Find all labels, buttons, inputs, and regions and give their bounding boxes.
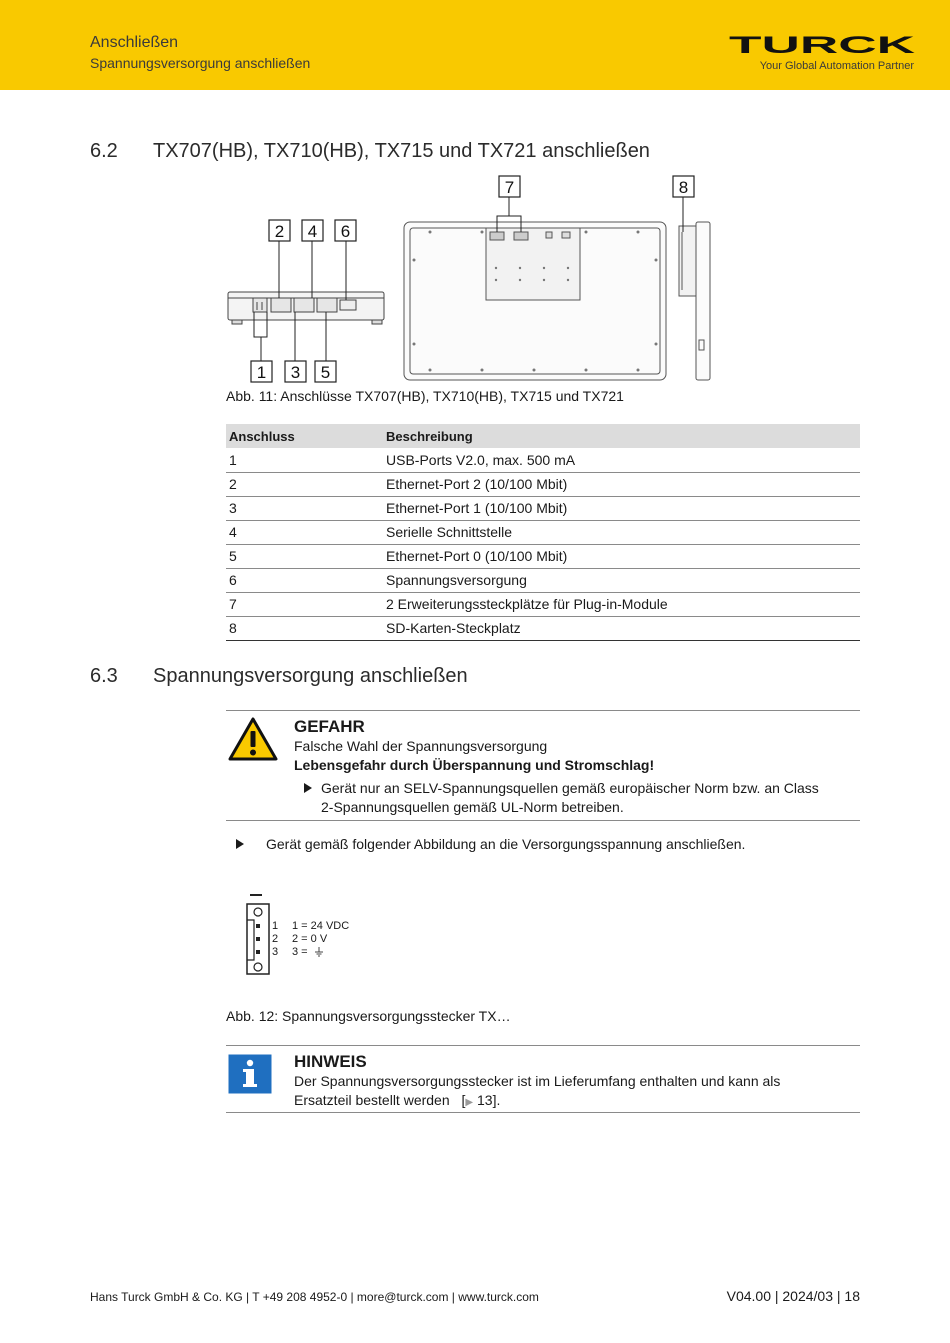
instruction-step <box>236 835 856 854</box>
footer-contact: Hans Turck GmbH & Co. KG | T +49 208 4952-0 | more@turck.com | www.turck.com <box>90 1290 539 1304</box>
pin-number-3: 3 <box>272 946 279 958</box>
info-icon <box>228 1054 272 1099</box>
table-row <box>226 520 860 544</box>
note-line-1: Der Spannungsversorgungsstecker ist im Lieferumfang enthalten und kann als <box>294 1073 781 1089</box>
table-cell-beschreibung: USB-Ports V2.0, max. 500 mA <box>383 448 860 472</box>
pin-label-3: 3 = <box>292 946 308 958</box>
pin-labels <box>292 920 349 959</box>
table-cell-beschreibung: SD-Karten-Steckplatz <box>383 616 860 640</box>
ref-page: 13]. <box>473 1092 501 1108</box>
table-row <box>226 544 860 568</box>
table-cell-anschluss: 5 <box>226 544 383 568</box>
note-line-2-row <box>294 1091 500 1112</box>
table-cell-anschluss: 1 <box>226 448 383 472</box>
table-cell-anschluss: 2 <box>226 472 383 496</box>
callout-7: 7 <box>504 178 515 197</box>
connections-figure <box>224 172 734 384</box>
reference-arrow-icon: ▶ <box>465 1097 474 1108</box>
danger-bullet <box>304 779 854 817</box>
table-cell-beschreibung: Spannungsversorgung <box>383 568 860 592</box>
callout-1: 1 <box>256 363 267 382</box>
device-side-view <box>679 222 710 380</box>
section-title: Spannungsversorgung anschließen <box>153 665 468 687</box>
table-row <box>226 472 860 496</box>
danger-line-1: Falsche Wahl der Spannungsversorgung <box>294 738 548 754</box>
note-reference-link[interactable] <box>462 1092 501 1108</box>
device-back-view <box>404 222 666 380</box>
table-cell-beschreibung: Ethernet-Port 1 (10/100 Mbit) <box>383 496 860 520</box>
table-cell-beschreibung: 2 Erweiterungssteckplätze für Plug-in-Module <box>383 592 860 616</box>
pin-number-2: 2 <box>272 933 279 945</box>
header-title: Anschließen <box>90 34 179 51</box>
table-cell-anschluss: 7 <box>226 592 383 616</box>
callout-8: 8 <box>678 178 689 197</box>
footer-version-page: V04.00 | 2024/03 | 18 <box>726 1288 860 1304</box>
bullet-triangle-icon <box>304 783 312 793</box>
note-box <box>226 1045 860 1113</box>
callout-4: 4 <box>307 222 318 241</box>
logo-text: TURCK <box>729 34 916 56</box>
callout-6: 6 <box>340 222 351 241</box>
header-subtitle: Spannungsversorgung anschließen <box>90 55 311 71</box>
table-row <box>226 448 860 472</box>
callout-3: 3 <box>290 363 301 382</box>
connections-table <box>226 424 860 641</box>
table-cell-beschreibung: Ethernet-Port 2 (10/100 Mbit) <box>383 472 860 496</box>
instruction-text: Gerät gemäß folgender Abbildung an die Versorgungsspannung anschließen. <box>266 836 746 852</box>
pin-numbers <box>272 920 278 959</box>
section-title: TX707(HB), TX710(HB), TX715 und TX721 anschließen <box>153 140 650 162</box>
warning-icon <box>228 717 278 766</box>
table-row <box>226 568 860 592</box>
section-number: 6.2 <box>90 140 118 162</box>
table-header-row <box>226 424 860 448</box>
callout-5: 5 <box>320 363 331 382</box>
danger-box <box>226 710 860 821</box>
figure-12-caption: Abb. 12: Spannungsversorgungsstecker TX… <box>226 1008 511 1024</box>
table-cell-beschreibung: Ethernet-Port 0 (10/100 Mbit) <box>383 544 860 568</box>
callout-2: 2 <box>274 222 285 241</box>
table-cell-anschluss: 6 <box>226 568 383 592</box>
header-tagline: Your Global Automation Partner <box>759 60 914 72</box>
bullet-triangle-icon <box>236 839 244 849</box>
pin-label-2: 2 = 0 V <box>292 933 328 945</box>
table-header-beschreibung: Beschreibung <box>383 424 860 448</box>
figure-11-caption: Abb. 11: Anschlüsse TX707(HB), TX710(HB), TX715 und TX721 <box>226 388 624 404</box>
section-number: 6.3 <box>90 665 118 687</box>
note-title: HINWEIS <box>294 1052 367 1071</box>
pin-label-3-row <box>292 946 349 959</box>
danger-line-2: Lebensgefahr durch Überspannung und Stromschlag! <box>294 757 655 773</box>
danger-bullet-line-2: 2-Spannungsquellen gemäß UL-Norm betreiben. <box>321 799 624 815</box>
device-bottom-view <box>228 292 384 324</box>
table-row <box>226 592 860 616</box>
page-header <box>0 0 950 90</box>
ground-icon <box>314 947 324 957</box>
danger-title: GEFAHR <box>294 717 365 736</box>
table-cell-beschreibung: Serielle Schnittstelle <box>383 520 860 544</box>
turck-logo <box>728 34 916 56</box>
table-cell-anschluss: 3 <box>226 496 383 520</box>
danger-bullet-line-1: Gerät nur an SELV-Spannungsquellen gemäß europäischer Norm bzw. an Class <box>321 780 819 796</box>
table-row <box>226 496 860 520</box>
table-cell-anschluss: 8 <box>226 616 383 640</box>
table-row <box>226 616 860 640</box>
ref-bracket: [ <box>461 1092 466 1108</box>
note-line-2: Ersatzteil bestellt werden <box>294 1092 450 1108</box>
pin-label-1: 1 = 24 VDC <box>292 920 350 932</box>
pin-number-1: 1 <box>272 920 279 932</box>
table-header-anschluss: Anschluss <box>226 424 383 448</box>
table-cell-anschluss: 4 <box>226 520 383 544</box>
